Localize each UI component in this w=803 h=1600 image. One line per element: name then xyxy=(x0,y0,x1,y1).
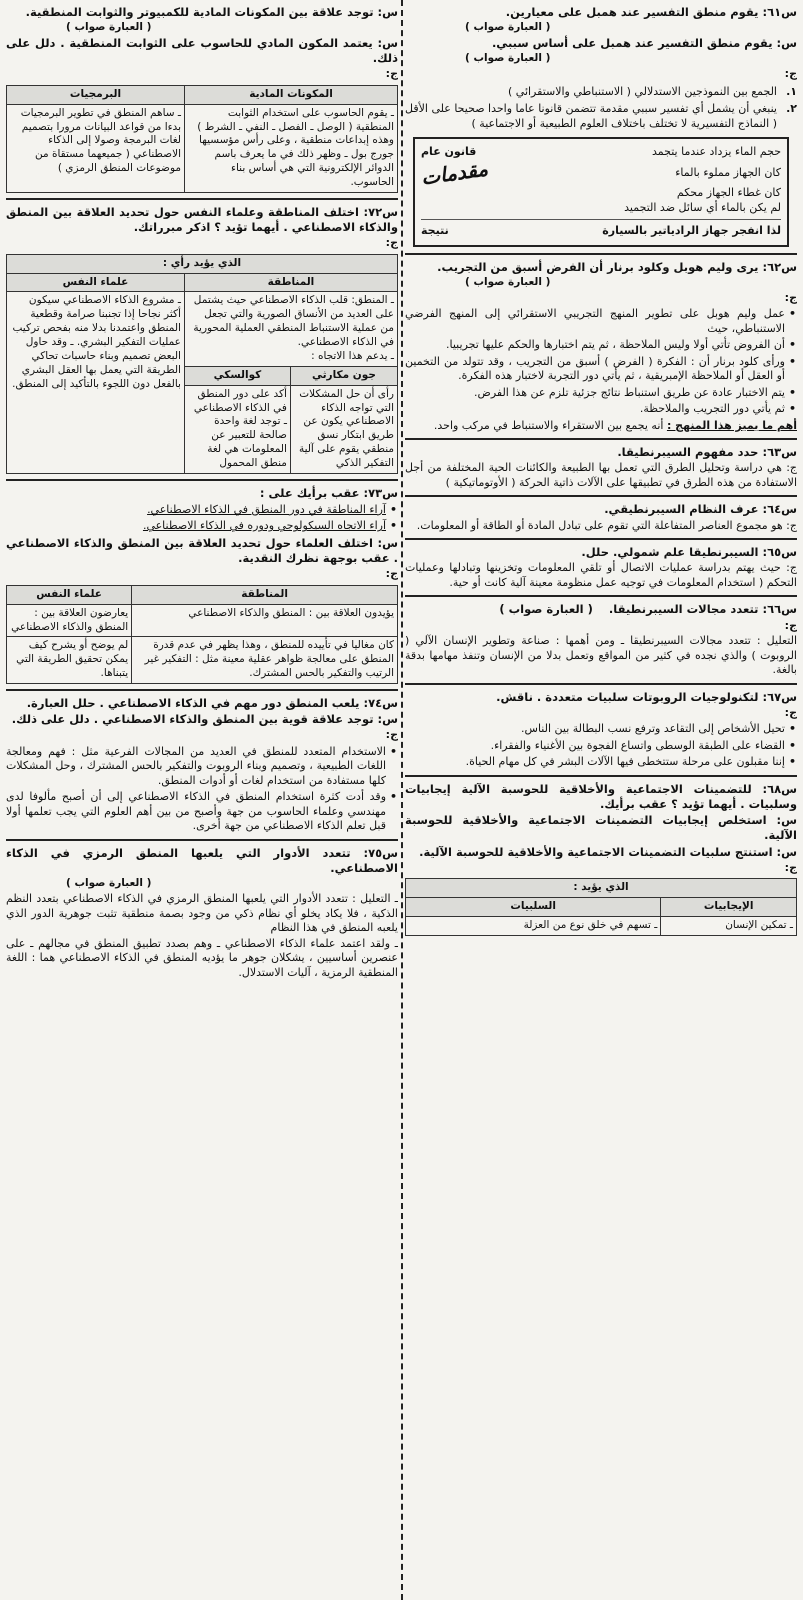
table-cell: كان مغاليا في تأييده للمنطق ، وهذا يظهر في عدم قدرة المنطق على معالجة ظواهر عقلية معينة مثل : التفكير غير الرتيب والتفكير بالحس المشترك. xyxy=(132,637,398,684)
table-row xyxy=(7,604,398,637)
answer-label: ج: xyxy=(385,567,398,581)
section-divider xyxy=(6,689,398,691)
box-tag: نتيجة xyxy=(421,224,449,238)
table-header: كوالسكي xyxy=(184,366,290,385)
question-68b: س: استخلص إيجابيات التضمينات الاجتماعية والأخلاقية للحوسبة الآلية. xyxy=(405,813,797,843)
list-item: • تحيل الأشخاص إلى التقاعد وترفع نسب البطالة بين الناس. xyxy=(405,722,785,737)
answer-text: ـ ولقد اعتمد علماء الذكاء الاصطناعي ـ وهم بصدد تطبيق المنطق في مجالهم ـ على عنصرين أساسيين ، يشكلان جوهر ما يؤديه المنطق في الذكاء الاصطناعي هما : اللغة المنطقية الرمزية ، آليات الاستدلال. xyxy=(6,936,398,979)
table-header: المكونات المادية xyxy=(185,85,398,104)
syllogism-box xyxy=(413,137,789,246)
list-item: ٢. ينبغي أن يشمل أي تفسير سببي مقدمة تتضمن قانونا عاما واحدا صحيحا على الأقل ( النماذج التفسيرية لا تختلف باختلاف العلوم الطبيعية أو الاجتماعية ) xyxy=(405,102,797,130)
question-61b: س: يقوم منطق التفسير عند همبل على أساس سببي. xyxy=(491,36,797,51)
logicians-psychologists-table xyxy=(6,254,398,474)
box-rule xyxy=(421,219,781,220)
question-61a: س٦١: يقوم منطق التفسير عند همبل على معيارين. xyxy=(505,5,797,19)
question-74b: س: توجد علاقة قوية بين المنطق والذكاء الاصطناعي . دلل على ذلك. xyxy=(11,712,398,727)
answer-label: ج: xyxy=(385,728,398,742)
list-item: • عمل وليم هوبل على تطوير المنهج التجريبي الاستقرائي إلى المنهج الفرضي الاستنباطي، حيث xyxy=(405,307,785,336)
answer-tag: ( العبارة صواب ) xyxy=(66,877,152,890)
table-header: المناطقة xyxy=(132,585,398,604)
hempel-list xyxy=(405,85,797,132)
list-item: • ثم يأتي دور التجريب والملاحظة. xyxy=(405,402,785,417)
box-line: لم يكن بالماء أي سائل ضد التجميد xyxy=(624,200,781,214)
question-65: س٦٥: السيبرنطيقا علم شمولي. حلل. xyxy=(581,545,797,560)
question-75: س٧٥: تتعدد الأدوار التي يلعبها المنطق الرمزي في الذكاء الاصطناعي. xyxy=(6,845,398,876)
pros-cons-table xyxy=(405,878,797,936)
box-result: لذا انفجر جهاز الرادياتير بالسيارة xyxy=(602,224,781,238)
question-62: س٦٢: يرى وليم هوبل وكلود برنار أن الفرض أسبق من التجريب. xyxy=(437,259,797,274)
table-header: المناطقة xyxy=(184,273,397,292)
answer-label: ج: xyxy=(784,860,797,874)
section-divider xyxy=(6,839,398,841)
question-63: س٦٣: حدد مفهوم السيبرنطيقا. xyxy=(617,445,797,460)
answer-text: ـ التعليل : تتعدد الأدوار التي يلعبها المنطق الرمزي في الذكاء الاصطناعي بتعدد النظم الذكية ، فلا يكاد يخلو أي نظام ذكي من وجود بصمة منطقية تثبت جوهرية الدور الذي يلعبه المنطق في هذا النظام xyxy=(6,892,398,935)
list-item: • إننا مقبلون على مرحلة ستتخطى فيها الآلات البشر في كل مهام الحياة. xyxy=(405,755,785,770)
table-header: جون مكارثي xyxy=(290,366,397,385)
hardware-software-table xyxy=(6,85,398,193)
list-item: • وقد أدت كثرة استخدام المنطق في الذكاء الاصطناعي إلى أن أصبح مألوفا لدى مهندسي وعلماء الحاسوب من جهة وأصبح من بين أهم العلوم التي يجب تعلمها أولا قبل تعلم الذكاء الاصطناعي من جهة أخرى. xyxy=(6,790,386,834)
table-cell: ـ ساهم المنطق في تطوير البرمجيات بدءا من قواعد البيانات مرورا بتصميم لغات البرمجة وصولا إلى الذكاء الاصطناعي ( جميعهما مستقاة من موضوعات المنطق الرمزي ) xyxy=(7,104,185,192)
answer-text: ج: حيث يهتم بدراسة عمليات الاتصال أو تلقي المعلومات وتخزينها وتبادلها وعمليات التحكم ( استخدام المعلومات في توجيه عمل منظومة معينة آلية كانت أو حية. xyxy=(405,561,797,589)
question-67: س٦٧: لتكنولوجيات الروبوتات سلبيات متعددة . ناقش. xyxy=(496,689,797,704)
question-72: س٧٢: اختلف المناطقة وعلماء النفس حول تحديد العلاقة بين المنطق والذكاء الاصطناعي . أيهما تؤيد ؟ اذكر مبرراتك. xyxy=(6,204,398,235)
section-divider xyxy=(405,775,797,777)
question-hw-logic-b: س: يعتمد المكون المادي للحاسوب على الثوابت المنطقية . دلل على ذلك. xyxy=(6,36,398,66)
list-item: • القضاء على الطبقة الوسطى واتساع الفجوة بين الأغنياء والفقراء. xyxy=(405,739,785,754)
column-divider xyxy=(401,0,403,1600)
table-header: البرمجيات xyxy=(7,85,185,104)
list-item: • ورأى كلود برنار أن : الفكرة ( الفرض ) أسبق من التجريب ، وقد تتولد من التخمين أو العقل أو الملاحظة الإمبريقية ، ثم يأتي دور التجربة لاختبار هذه الفكرة. xyxy=(405,355,785,384)
box-line: كان الجهاز مملوء بالماء xyxy=(675,165,781,179)
table-header: الإيجابيات xyxy=(661,898,797,917)
answer-label: ج: xyxy=(784,290,797,304)
answer-tag: ( العبارة صواب ) xyxy=(465,52,551,65)
question-68c: س: استنتج سلبيات التضمينات الاجتماعية والأخلاقية للحوسبة الآلية. xyxy=(419,844,797,859)
section-divider xyxy=(405,495,797,497)
list-item: • آراء المناطقة في دور المنطق في الذكاء الاصطناعي. xyxy=(6,503,386,518)
section-divider xyxy=(405,438,797,440)
answer-label: ج: xyxy=(784,67,797,81)
answer-list xyxy=(6,745,398,834)
table-cell: ـ تمكين الإنسان xyxy=(661,916,797,935)
answer-tag: ( العبارة صواب ) xyxy=(465,21,551,34)
premises-label: مقدمات xyxy=(419,156,490,190)
question-66: س٦٦: تتعدد مجالات السيبرنطيقا. ( العبارة صواب ) xyxy=(499,602,797,617)
answer-list xyxy=(405,722,797,770)
table-cell: ـ مشروع الذكاء الاصطناعي سيكون أكثر نجاحا إذا تجنبنا صرامة وقطعية المنطق واعتمدنا بدلا منه بفحص تركيب عمليات التفكير البشري. ـ وقد حاول البعض تصميم وبناء حاسبات تحاكي الطريقة التي يعمل بها العقل البشري بالفعل دون اللجوء بالتأكيد إلى المنطق. xyxy=(7,292,185,473)
table-row xyxy=(7,637,398,684)
question-73b: س: اختلف العلماء حول تحديد العلاقة بين المنطق والذكاء الاصطناعي . عقب بوجهة نظرك النقدية. xyxy=(6,536,398,566)
question-74: س٧٤: يلعب المنطق دور مهم في الذكاء الاصطناعي . حلل العبارة. xyxy=(26,696,398,711)
table-title: الذي يؤيد : xyxy=(406,879,797,898)
method-note: أهم ما يميز هذا المنهج : أنه يجمع بين الاستقراء والاستنباط في مركب واحد. xyxy=(433,418,797,432)
answer-label: ج: xyxy=(784,618,797,632)
section-divider xyxy=(405,595,797,597)
right-column xyxy=(405,4,797,1596)
answer-tag: ( العبارة صواب ) xyxy=(465,275,551,288)
answer-label: ج: xyxy=(385,67,398,81)
question-73: س٧٣: عقب برأيك على : xyxy=(259,485,398,500)
question-68: س٦٨: للتضمينات الاجتماعية والأخلاقية للحوسبة الآلية إيجابيات وسلبيات . أيهما تؤيد ؟ عقب برأيك. xyxy=(405,781,797,811)
box-tag: قانون عام xyxy=(421,145,477,159)
box-line: حجم الماء يزداد عندما يتجمد xyxy=(652,145,781,159)
table-title: الذي يؤيد رأي : xyxy=(7,254,398,273)
table-row xyxy=(7,292,398,366)
answer-tag: ( العبارة صواب ) xyxy=(66,21,152,34)
section-divider xyxy=(405,683,797,685)
table-header: علماء النفس xyxy=(7,273,185,292)
table-header: علماء النفس xyxy=(7,585,132,604)
answer-text: التعليل : تتعدد مجالات السيبرنطيقا ـ ومن أهمها : صناعة وتطوير الإنسان الآلي ( الروبوت ) والذي نجده في كثير من المواقع وتعمل بدلا من الإنسان وتنفذ مهامها بدقة بالغة. xyxy=(405,634,797,677)
table-header: السلبيات xyxy=(406,898,661,917)
section-divider xyxy=(405,253,797,255)
table-cell: رأى أن حل المشكلات التي تواجه الذكاء الاصطناعي يكون عن طريق ابتكار نسق منطقي يقوم على آلية التفكير الذكي xyxy=(290,385,397,473)
answer-text: ج: هي دراسة وتحليل الطرق التي تعمل بها الطبيعة والكائنات الحية المختلفة من أجل الاستفادة من هذه الطرق في تطبيقها على الآلات ذاتية الحركة ( الأوتوماتيكية ) xyxy=(405,461,797,489)
table-cell: يؤيدون العلاقة بين : المنطق والذكاء الاصطناعي xyxy=(132,604,398,637)
section-divider xyxy=(6,479,398,481)
table-row xyxy=(406,916,797,935)
table-cell: ـ تسهم في خلق نوع من العزلة xyxy=(406,916,661,935)
table-cell: أكد على دور المنطق في الذكاء الاصطناعي ـ توجد لغة واحدة صالحة للتعبير عن المعلومات هي لغة منطق المحمول xyxy=(184,385,290,473)
answer-label: ج: xyxy=(784,705,797,719)
list-item: • الاستخدام المتعدد للمنطق في العديد من المجالات الفرعية مثل : فهم ومعالجة اللغات الطبيعية ، وتصميم وبناء الروبوت والتفكير بالحس المشترك ، وحل المشكلات كلها مستفادة من استخدام لغات أو أدوات المنطق. xyxy=(6,745,386,789)
table-cell: ـ المنطق: قلب الذكاء الاصطناعي حيث يشتمل على العديد من الأنساق الصورية والتي تجعل من عملية الاستنباط المنطقي العملية المحورية في الذكاء الاصطناعي. ـ يدعم هذا الاتجاه : xyxy=(184,292,397,366)
question-hw-logic: س: توجد علاقة بين المكونات المادية للكمبيوتر والثوابت المنطقية. xyxy=(25,5,398,19)
table-cell: ـ يقوم الحاسوب على استخدام الثوابت المنطقية ( الوصل ـ الفصل ـ النفي ـ الشرط ) وهذه إبداعات منطقية ، وعلى رأس مؤسسيها جورج بول ـ وظهر ذلك في ما يعرف باسم الدوائر الإلكترونية التي هي أساس بناء الحاسوب. xyxy=(185,104,398,192)
box-line: كان غطاء الجهاز محكم xyxy=(676,186,781,200)
answer-label: ج: xyxy=(385,236,398,250)
list-item: ١. الجمع بين النموذجين الاستدلالي ( الاستنباطي والاستقرائي ) xyxy=(507,84,797,98)
left-column xyxy=(6,4,398,1596)
section-divider xyxy=(6,198,398,200)
table-row xyxy=(7,104,398,192)
list-item: • آراء الاتجاه السيكولوجي ودوره في الذكاء الاصطناعي. xyxy=(6,519,386,534)
question-64: س٦٤: عرف النظام السيبرنطيقي. xyxy=(604,502,797,517)
list-item: • أن الفروض تأتي أولا وليس الملاحظة ، ثم يتم اختبارها والحكم عليها تجريبيا. xyxy=(405,338,785,353)
answer-text: ج: هو مجموع العناصر المتفاعلة التي تقوم على تبادل المادة أو الطاقة أو المعلومات. xyxy=(416,518,797,532)
section-divider xyxy=(405,538,797,540)
table-cell: لم يوضح أو يشرح كيف يمكن تحقيق الطريقة التي يتبناها. xyxy=(7,637,132,684)
table-cell: يعارضون العلاقة بين : المنطق والذكاء الاصطناعي xyxy=(7,604,132,637)
list-item: • يتم الاختبار عادة عن طريق استنباط نتائج جزئية تلزم عن هذا الفرض. xyxy=(405,386,785,401)
answer-list xyxy=(405,307,797,417)
answer-list xyxy=(6,503,398,534)
critique-table xyxy=(6,585,398,684)
